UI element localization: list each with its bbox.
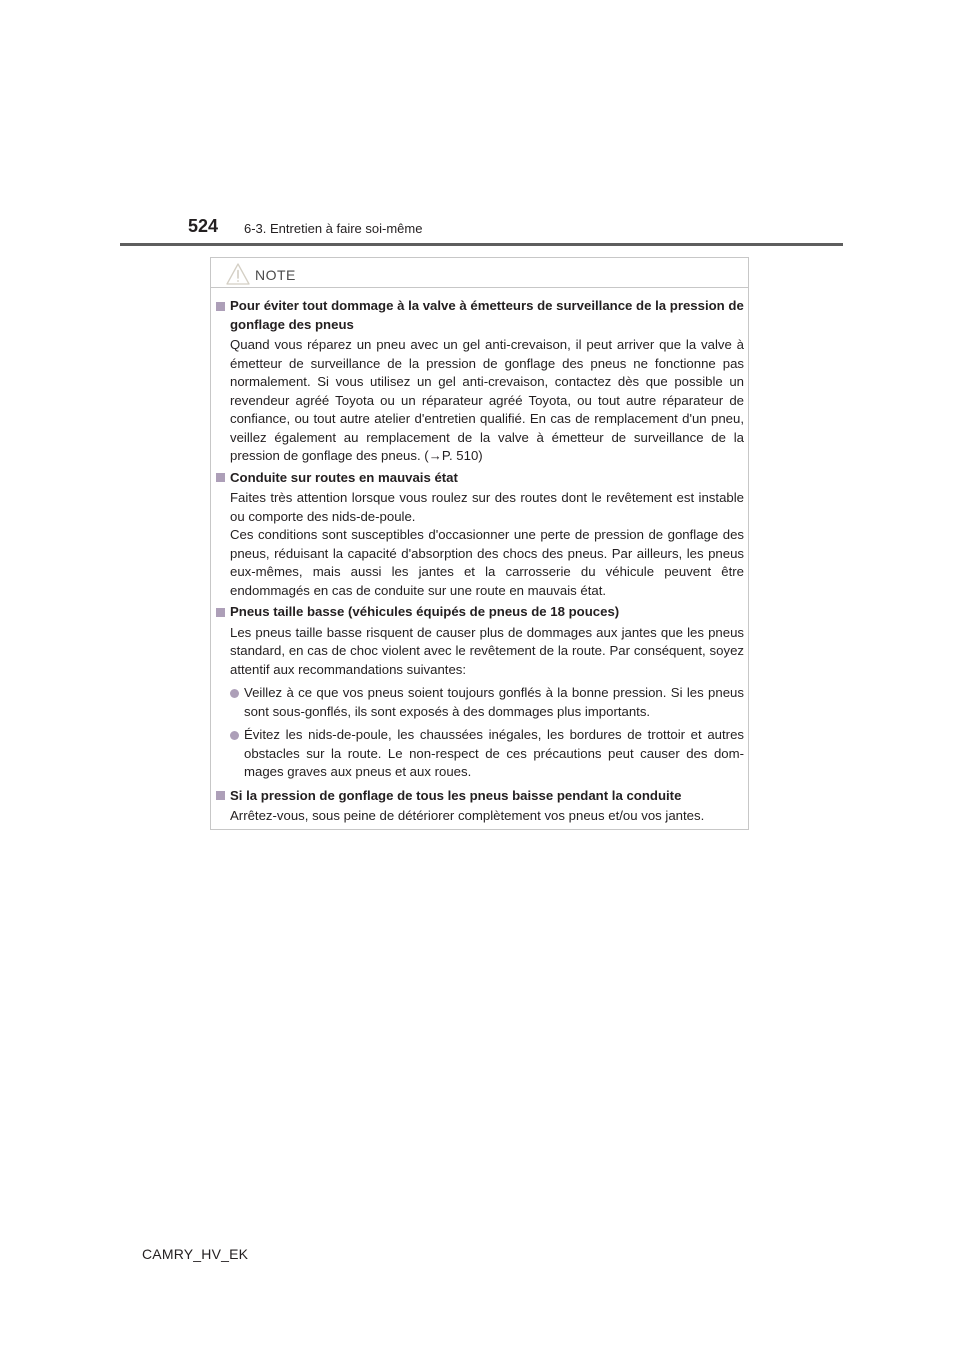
section-heading (216, 469, 744, 488)
section-heading-text: Si la pression de gonflage de tous les pneus baisse pendant la conduite (230, 787, 682, 803)
section-paragraph: Faites très attention lorsque vous roulez sur des routes dont le revêtement est instable ou comporte des nids-de-poule. (230, 490, 744, 524)
section-title: 6-3. Entretien à faire soi-même (244, 221, 423, 236)
section-paragraph: Arrêtez-vous, sous peine de détériorer complètement vos pneus et/ou vos jantes. (230, 808, 705, 823)
bullet-item (216, 684, 744, 721)
section-heading-text: Pneus taille basse (véhicules équipés de pneus de 18 pouces) (230, 604, 620, 619)
footer-code: CAMRY_HV_EK (142, 1246, 249, 1262)
section-heading (216, 297, 744, 334)
note-divider (211, 287, 748, 288)
round-bullet-icon (230, 689, 239, 698)
square-bullet-icon (216, 608, 225, 617)
note-box (210, 257, 749, 830)
square-bullet-icon (216, 473, 225, 482)
note-section (216, 787, 744, 826)
section-paragraph: Ces conditions sont susceptibles d'occasionner une perte de pression de gonflage des pneus, réduisant la capacité d'absorption des chocs des pneus. Par ailleurs, les pneus eux-mêmes, mais aussi les jantes et la carrosserie du véhicule peuvent être endommagés en cas de conduite sur une route en mauvais état. (230, 527, 744, 598)
square-bullet-icon (216, 791, 225, 800)
section-heading (216, 603, 744, 622)
square-bullet-icon (216, 302, 225, 311)
bullet-text: Évitez les nids-de-poule, les chaussées inégales, les bordures de trottoir et autres obstacles sur la route. Le non-respect de ces précautions peut causer des dommages graves aux pneus et aux roues. (244, 727, 744, 779)
section-heading-text: Pour éviter tout dommage à la valve à émetteurs de surveillance de la pression de gonflage des pneus (230, 298, 744, 332)
header-rule (120, 243, 843, 246)
note-content (216, 297, 744, 829)
round-bullet-icon (230, 731, 239, 740)
note-section (216, 603, 744, 782)
warning-triangle-icon (225, 262, 251, 286)
note-section (216, 469, 744, 601)
page-number: 524 (188, 216, 219, 236)
note-section (216, 297, 744, 466)
bullet-item (216, 726, 744, 782)
bullet-text: Veillez à ce que vos pneus soient toujours gonflés à la bonne pression. Si les pneus sont sous-gonflés, ils sont exposés à des dommages plus importants. (244, 685, 744, 719)
section-heading (216, 787, 744, 806)
bullet-list (216, 684, 744, 782)
section-heading-text: Conduite sur routes en mauvais état (230, 469, 458, 485)
note-label: NOTE (255, 267, 296, 283)
section-paragraph: Quand vous réparez un pneu avec un gel anti-crevaison, il peut arriver que la valve à émetteur de surveillance de la pression de gonflage des pneus ne fonctionne pas normalement. Si vous utilisez un gel anti-crevaison, contactez dès que possible un revendeur agréé Toyota ou un réparateur agréé Toyota, ou tout autre réparateur de confiance, ou tout autre atelier d'entretien qualifié. En cas de remplacement d'un pneu, veillez également au remplacement de la valve à émetteur de surveillance de la pression de gonflage des pneus. (→P. 510) (230, 337, 744, 463)
section-paragraph: Les pneus taille basse risquent de causer plus de dommages aux jantes que les pneus standard, en cas de choc violent avec le revêtement de la route. Par conséquent, soyez attentif aux recommandations suivantes: (230, 624, 744, 677)
